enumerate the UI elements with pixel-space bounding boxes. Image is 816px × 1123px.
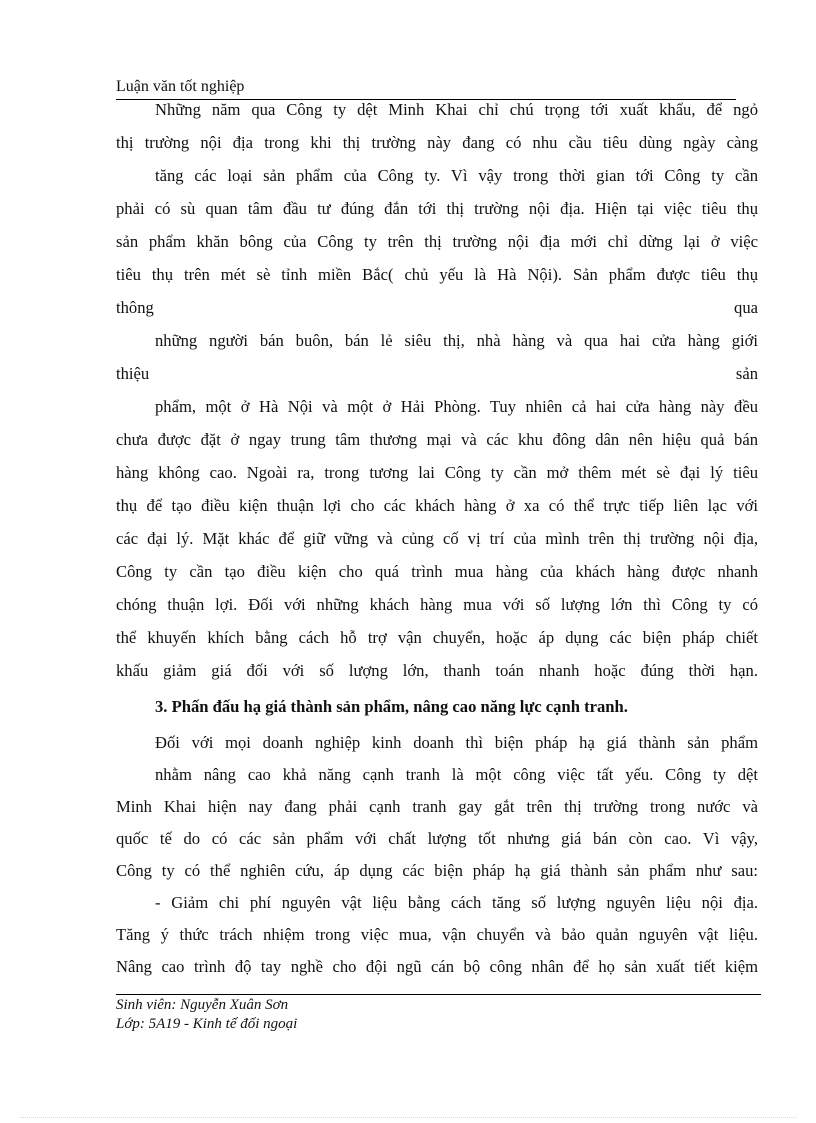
- body-line: phẩm, một ở Hà Nội và một ở Hải Phòng. Tuy nhiên cả hai cửa hàng này đều: [155, 397, 758, 416]
- body-line: thể khuyến khích bằng cách hỗ trợ vận chuyển, hoặc áp dụng các biện pháp chiết: [116, 628, 758, 647]
- body-word: thiệu: [116, 364, 150, 383]
- body-line: các đại lý. Mặt khác để giữ vững và củng cố vị trí của mình trên thị trường nội địa,: [116, 529, 758, 548]
- body-line: phải có sù quan tâm đầu tư đúng đắn tới thị trường nội địa. Hiện tại việc tiêu thụ: [116, 199, 758, 218]
- body-line: Công ty có thể nghiên cứu, áp dụng các biện pháp hạ giá thành sản phẩm như sau:: [116, 861, 758, 880]
- body-word: sản: [735, 364, 758, 383]
- footer-class: Lớp: 5A19 - Kinh tế đối ngoại: [116, 1016, 298, 1032]
- body-line: [116, 364, 758, 384]
- body-word: qua: [734, 298, 758, 317]
- body-line: - Giảm chi phí nguyên vật liệu bằng cách tăng số lượng nguyên liệu nội địa.: [155, 893, 758, 912]
- body-line: tiêu thụ trên mét sè tỉnh miền Bắc( chủ yếu là Hà Nội). Sản phẩm được tiêu thụ: [116, 265, 758, 284]
- body-line: Tăng ý thức trách nhiệm trong việc mua, vận chuyển và bảo quản nguyên vật liệu.: [116, 925, 758, 944]
- section-heading: 3. Phấn đấu hạ giá thành sản phẩm, nâng cao năng lực cạnh tranh.: [155, 697, 628, 716]
- running-header: Luận văn tốt nghiệp: [116, 78, 245, 95]
- body-line: Công ty cần tạo điều kiện cho quá trình mua hàng của khách hàng được nhanh: [116, 562, 758, 581]
- body-line: Những năm qua Công ty dệt Minh Khai chỉ chú trọng tới xuất khẩu, để ngỏ: [155, 100, 758, 119]
- body-line: hàng không cao. Ngoài ra, trong tương lai Công ty cần mở thêm mét sè đại lý tiêu: [116, 463, 758, 482]
- footer-student: Sinh viên: Nguyễn Xuân Sơn: [116, 997, 289, 1013]
- body-line: [116, 298, 758, 318]
- body-line: tăng các loại sản phẩm của Công ty. Vì vậy trong thời gian tới Công ty cần: [155, 166, 758, 185]
- body-line: Minh Khai hiện nay đang phải cạnh tranh gay gắt trên thị trường trong nước và: [116, 797, 758, 816]
- body-line: những người bán buôn, bán lẻ siêu thị, nhà hàng và qua hai cửa hàng giới: [155, 331, 758, 350]
- body-line: chưa được đặt ở ngay trung tâm thương mại và các khu đông dân nên hiệu quả bán: [116, 430, 758, 449]
- body-line: sản phẩm khăn bông của Công ty trên thị trường nội địa mới chỉ dừng lại ở việc: [116, 232, 758, 251]
- body-line: quốc tế do có các sản phẩm với chất lượng tốt nhưng giá bán còn cao. Vì vậy,: [116, 829, 758, 848]
- body-word: thông: [116, 298, 154, 317]
- body-line: thị trường nội địa trong khi thị trường này đang có nhu cầu tiêu dùng ngày càng: [116, 133, 758, 152]
- body-line: thụ để tạo điều kiện thuận lợi cho các khách hàng ở xa có thể trực tiếp liên lạc với: [116, 496, 758, 515]
- body-line: Nâng cao trình độ tay nghề cho đội ngũ cán bộ công nhân để họ sản xuất tiết kiệm: [116, 957, 758, 976]
- body-line: khấu giảm giá đối với số lượng lớn, thanh toán nhanh hoặc đúng thời hạn.: [116, 661, 758, 680]
- footer-divider: [116, 994, 761, 995]
- page-bottom-border: [20, 1117, 796, 1118]
- body-line: nhằm nâng cao khả năng cạnh tranh là một công việc tất yếu. Công ty dệt: [155, 765, 758, 784]
- body-line: Đối với mọi doanh nghiệp kinh doanh thì biện pháp hạ giá thành sản phẩm: [155, 733, 758, 752]
- body-line: chóng thuận lợi. Đối với những khách hàng mua với số lượng lớn thì Công ty có: [116, 595, 758, 614]
